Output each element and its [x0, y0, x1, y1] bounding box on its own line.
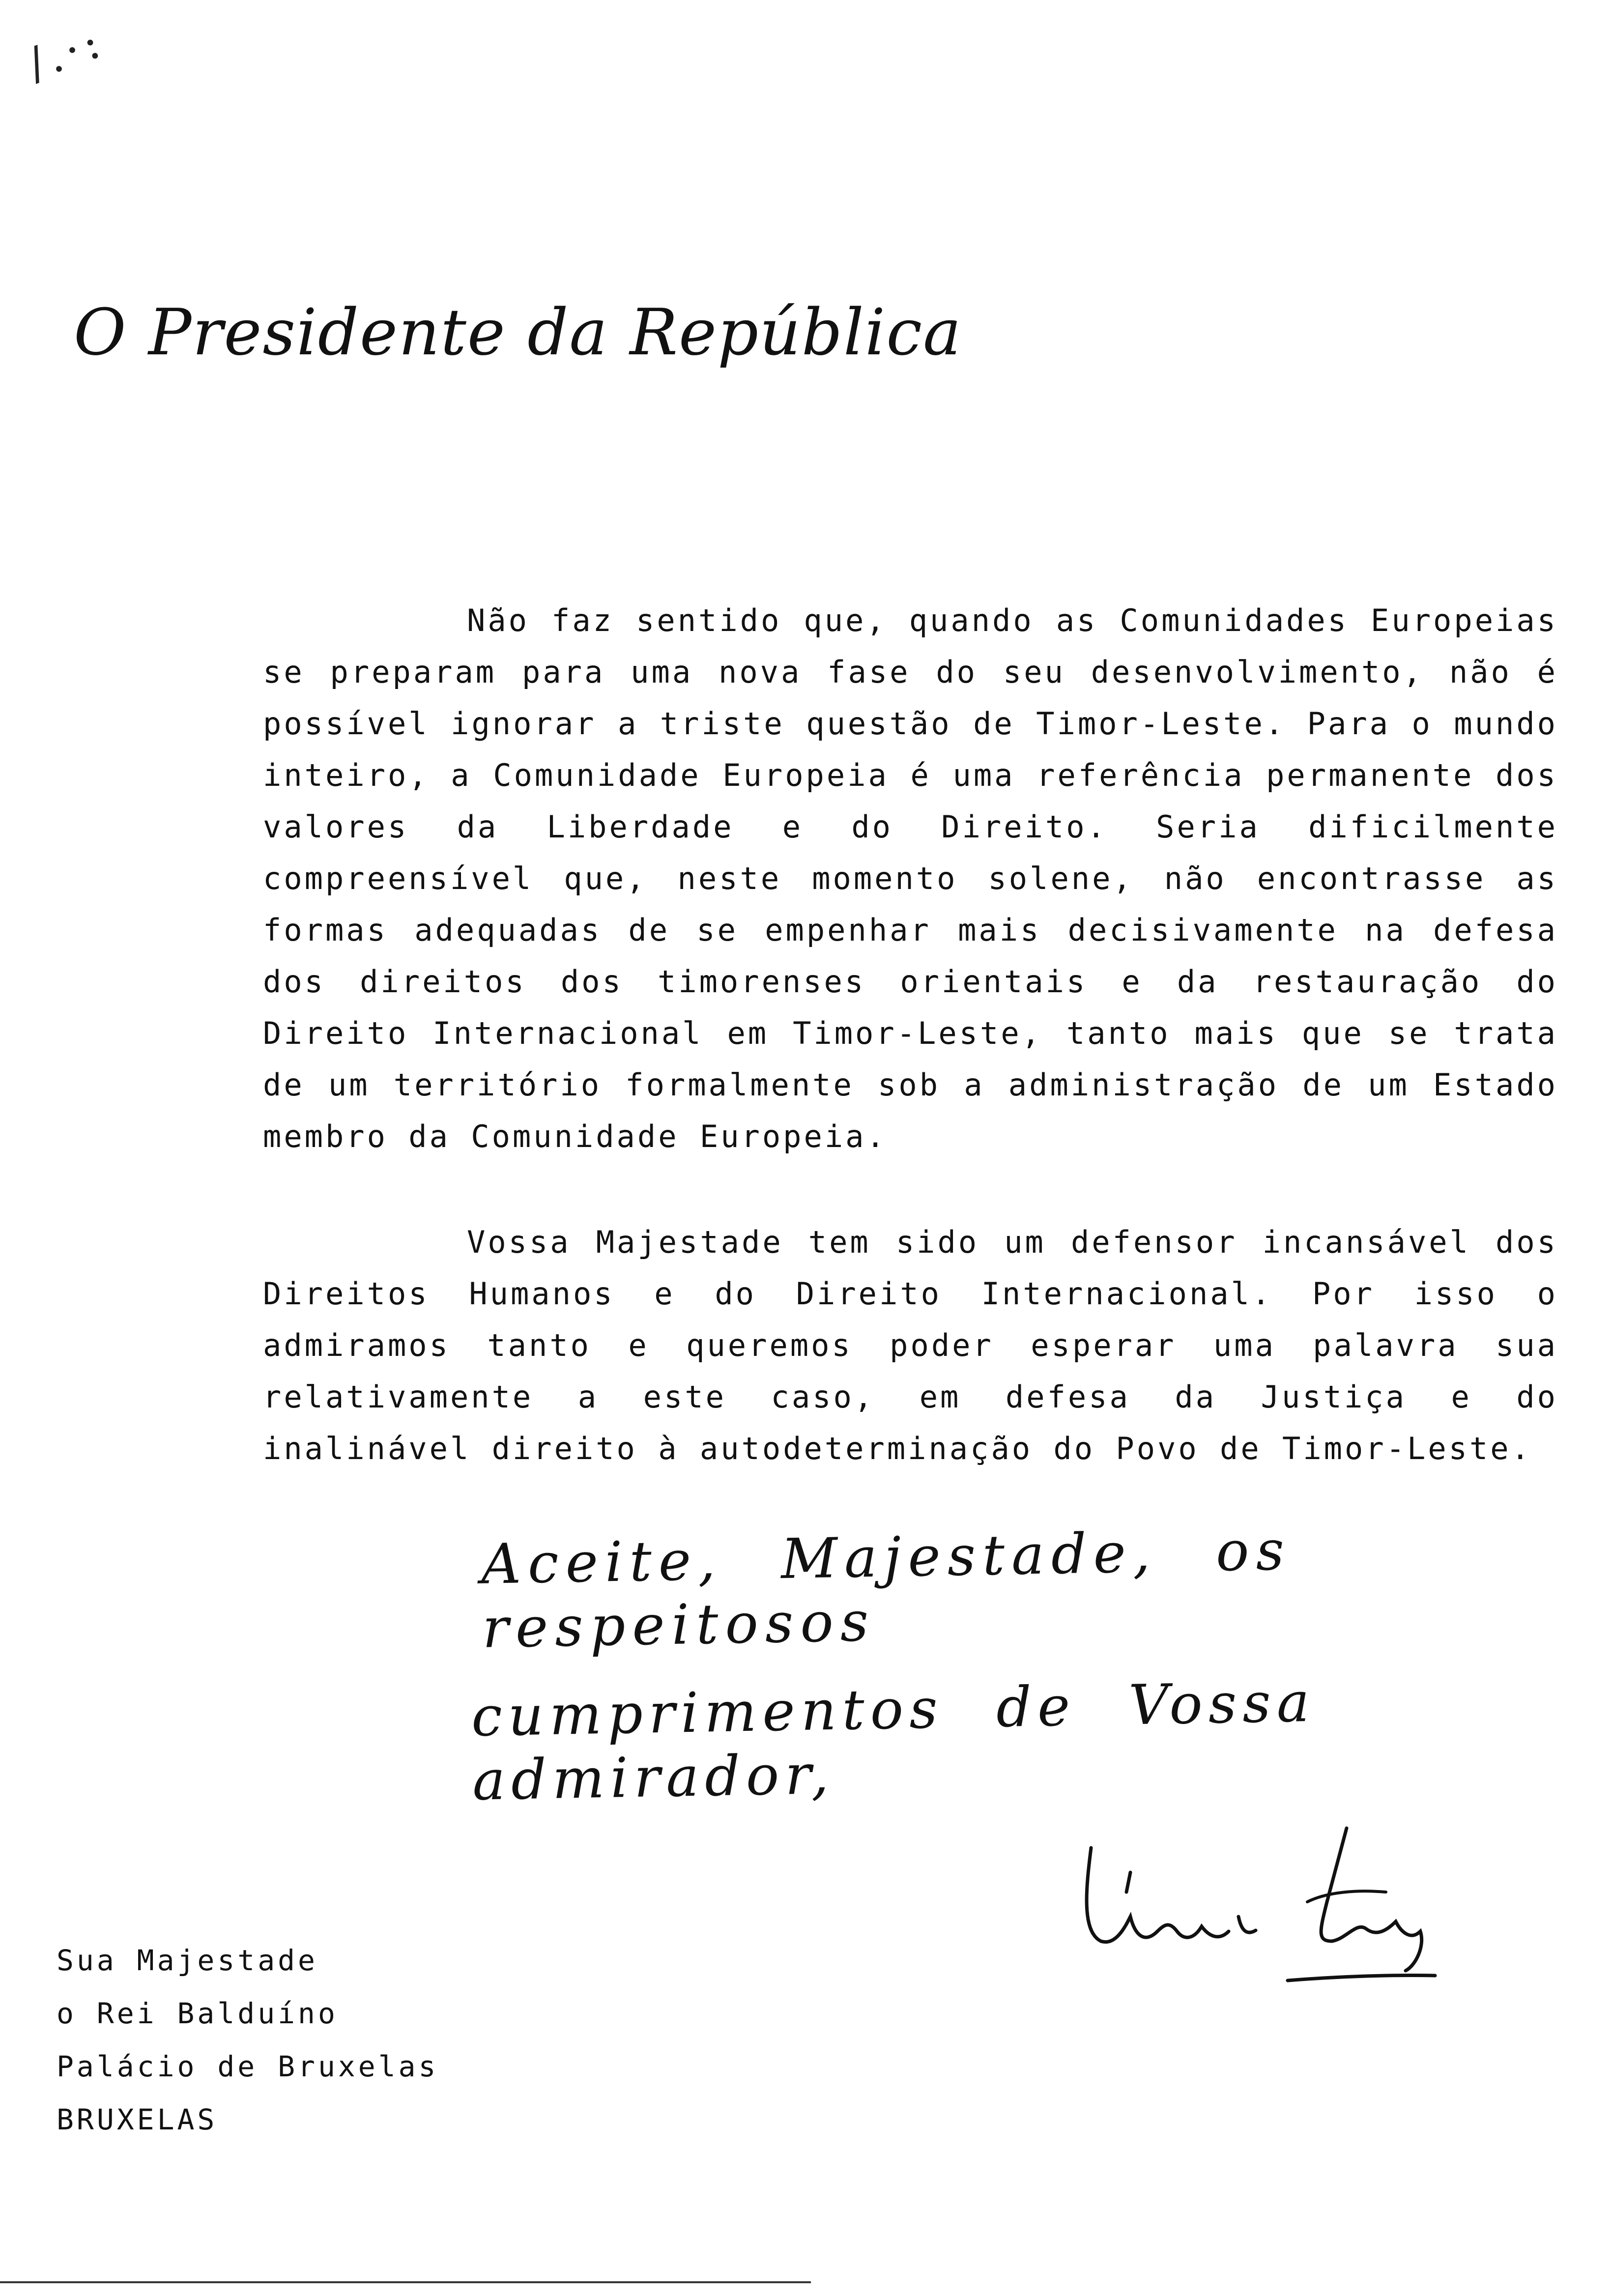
address-line-1: Sua Majestade: [57, 1944, 318, 1977]
bottom-rule: [0, 2281, 811, 2283]
signature: [1071, 1818, 1445, 1995]
letterhead: O Presidente da República: [74, 295, 962, 370]
body-paragraph-1: Não faz sentido que, quando as Comunidades Europeias se preparam para uma nova fase do seu desenvolvimento, não é possível ignorar a triste questão de Timor-Leste. Para o mundo inteiro, a Comunidade Europeia é uma referência permanente dos valores da Liberdade e do Direito. Seria dificilmente compreensível que, neste momento solene, não encontrasse as formas adequadas de se empenhar mais decisivamente na defesa dos direitos dos timorenses orientais e da restauração do Direito Internacional em Timor-Leste, tanto mais que se trata de um território formalmente sob a administração de um Estado membro da Comunidade Europeia.: [263, 603, 1558, 1154]
recipient-address: [57, 1934, 438, 2146]
address-line-4: BRUXELAS: [57, 2103, 218, 2136]
address-line-3: Palácio de Bruxelas: [57, 2050, 439, 2083]
signature-image: [1071, 1818, 1445, 1995]
handwritten-closing-line-2: cumprimentos de Vossa admirador,: [470, 1670, 1316, 1813]
corner-handwritten-mark: /.·:: [20, 15, 112, 90]
address-line-2: o Rei Balduíno: [57, 1997, 338, 2030]
body-paragraph-2: Vossa Majestade tem sido um defensor incansável dos Direitos Humanos e do Direito Internacional. Por isso o admiramos tanto e queremos poder esperar uma palavra sua relativamente a este caso, em defesa da Justiça e do inalinável direito à autodeterminação do Povo de Timor-Leste.: [263, 1224, 1558, 1466]
handwritten-closing-line-1: Aceite, Majestade, os respeitosos: [480, 1519, 1292, 1661]
